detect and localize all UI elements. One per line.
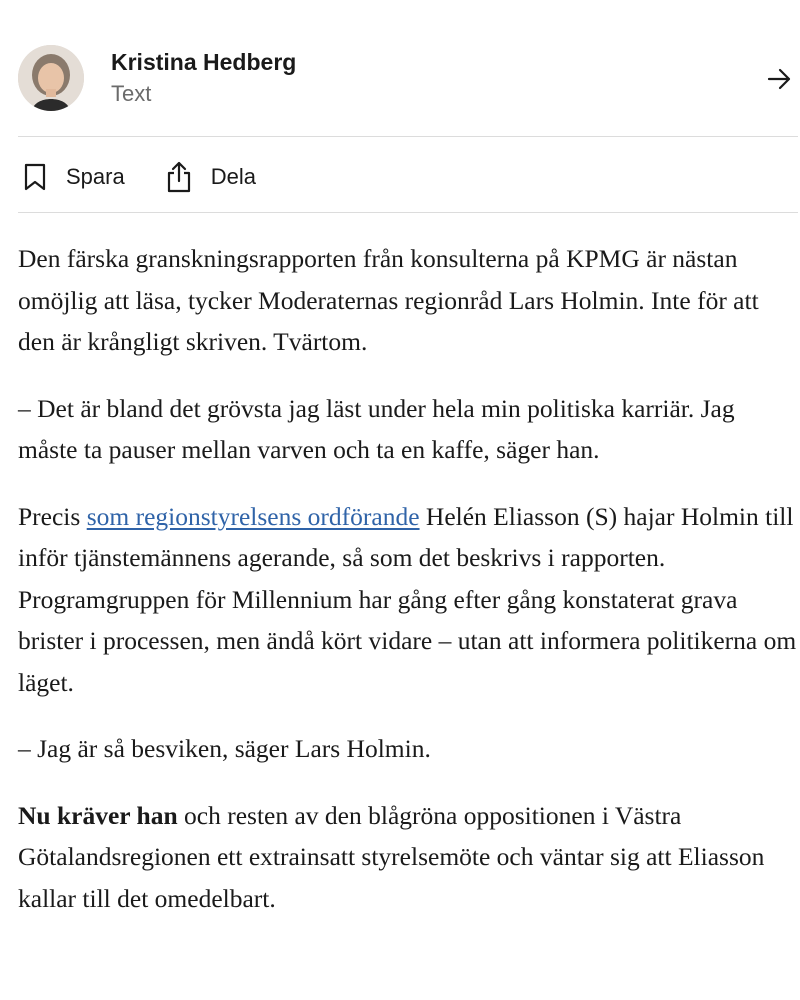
author-role: Text <box>111 81 152 106</box>
divider-bottom <box>18 212 798 213</box>
paragraph-3-start: Precis <box>18 501 87 531</box>
paragraph-3 <box>18 496 800 704</box>
paragraph-2: – Det är bland det grövsta jag läst under hela min politiska karriär. Jag måste ta pauser mellan varven och ta en kaffe, säger han. <box>18 393 735 464</box>
share-icon <box>165 160 193 194</box>
article-body <box>18 238 800 944</box>
author-photo <box>18 45 84 111</box>
save-button[interactable] <box>22 162 125 192</box>
paragraph-5-rest: och resten av den blågröna oppositionen i Västra Götalandsregionen ett extrainsatt styrelsemöte och väntar sig att Eliasson kallar till det omedelbart. <box>18 800 765 913</box>
arrow-right-icon[interactable] <box>764 64 794 94</box>
paragraph-1: Den färska granskningsrapporten från konsulterna på KPMG är nästan omöjlig att läsa, tycker Moderaternas regionråd Lars Holmin. Inte för att den är krångligt skriven. Tvärtom. <box>18 244 759 356</box>
paragraph-5-lead: Nu kräver han <box>18 800 178 830</box>
author-header[interactable] <box>18 42 794 114</box>
author-info <box>111 47 296 109</box>
share-button[interactable] <box>165 160 256 194</box>
author-avatar <box>18 45 84 111</box>
paragraph-5 <box>18 795 800 920</box>
article-actions <box>22 155 296 199</box>
divider-top <box>18 136 798 137</box>
inline-article-link[interactable]: som regionstyrelsens ordförande <box>86 501 420 531</box>
author-name[interactable]: Kristina Hedberg <box>111 49 297 75</box>
share-label: Dela <box>210 164 256 189</box>
paragraph-4: – Jag är så besviken, säger Lars Holmin. <box>18 734 431 763</box>
save-label: Spara <box>66 164 125 189</box>
bookmark-icon <box>22 162 48 192</box>
paragraph-3-end: Helén Eliasson (S) hajar Holmin till inför tjänstemännens agerande, så som det beskrivs i rapporten. Programgruppen för Millennium har gång efter gång konstaterat grava brister i processen, men ändå kört vidare – utan att informera politikerna om läget. <box>18 501 797 697</box>
